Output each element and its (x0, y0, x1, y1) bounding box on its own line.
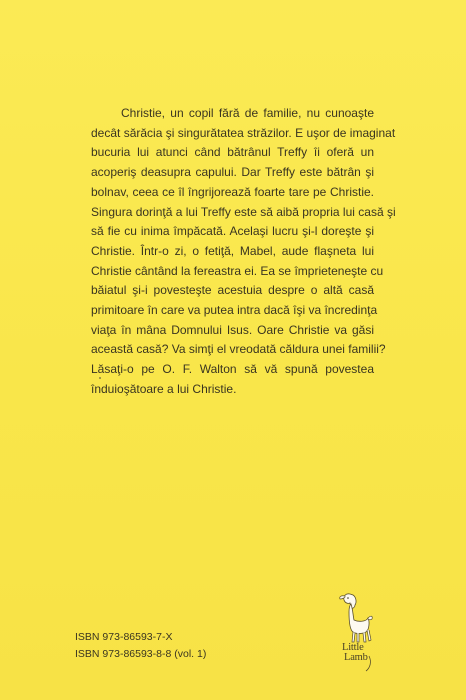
synopsis-line: să fie cu inima împăcată. Acelaşi lucru şi-l doreşte şi (91, 224, 374, 239)
synopsis-line: acoperiş deasupra capului. Dar Treffy este bătrân şi (91, 165, 374, 180)
synopsis-line: primitoare în care va putea intra dacă îşi va încredinţa (91, 303, 378, 318)
synopsis-line: Christie, un copil fără de familie, nu cunoaşte (121, 106, 374, 120)
synopsis-line: decât sărăcia şi singurătatea străzilor. E uşor de imaginat (91, 125, 396, 140)
isbn-line: ISBN 973-86593-8-8 (vol. 1) (75, 647, 207, 660)
synopsis-line: Christie. Într-o zi, o fetiţă, Mabel, aude flaşneta lui (91, 243, 374, 258)
synopsis-line: Christie cântând la fereastra ei. Ea se împrieteneşte cu (91, 263, 384, 278)
synopsis-line: înduioşătoare a lui Christie. (91, 381, 237, 396)
synopsis-line: bucuria lui atunci când bătrânul Treffy îi oferă un (91, 145, 374, 160)
publisher-logo (328, 588, 380, 672)
synopsis-line: această casă? Va simţi el vreodată căldura unei familii? (91, 342, 386, 357)
isbn-line: ISBN 973-86593-7-X (75, 631, 173, 643)
publisher-name-line: Lamb (344, 652, 368, 663)
publisher-name-line: Little (342, 642, 364, 653)
synopsis-line: Lăsaţi-o pe O. F. Walton să vă spună povestea (91, 362, 374, 377)
synopsis-line: bolnav, ceea ce îl îngrijorează foarte tare pe Christie. (91, 184, 374, 199)
publisher-name (342, 643, 368, 663)
print-speck (99, 377, 101, 379)
synopsis-text (91, 104, 396, 400)
isbn-block (75, 629, 206, 662)
synopsis-line: viaţa în mâna Domnului Isus. Oare Christie va găsi (91, 322, 374, 337)
synopsis-line: băiatul şi-i povesteşte acestuia despre o altă casă (91, 283, 374, 298)
synopsis-line: Singura dorinţă a lui Treffy este să aibă propria lui casă şi (91, 204, 396, 219)
